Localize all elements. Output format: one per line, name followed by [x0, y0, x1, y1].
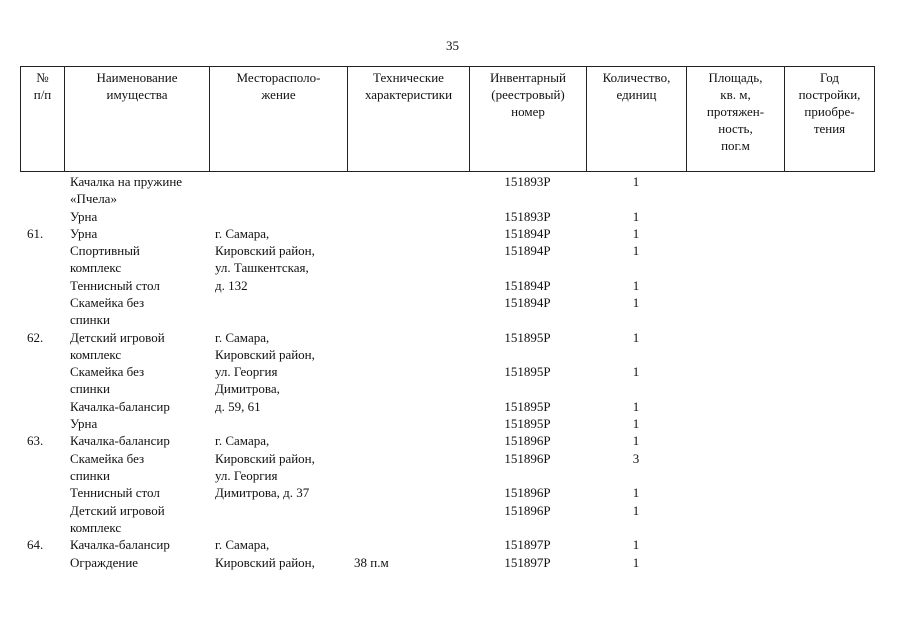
item-location: г. Самара, Кировский район,: [215, 329, 315, 362]
item-name: Теннисный стол: [70, 277, 160, 293]
item-location: Кировский район, ул. Георгия: [215, 450, 315, 483]
item-inventory-number: 151894Р: [504, 295, 551, 311]
table-row: [0, 294, 905, 329]
table-row: [0, 173, 905, 208]
item-inventory-number: 151894Р: [504, 277, 551, 293]
table-row: [0, 329, 905, 364]
item-quantity: 1: [632, 295, 640, 311]
item-name: Качалка на пружине «Пчела»: [70, 174, 183, 206]
item-name: Скамейка без спинки: [70, 364, 145, 397]
item-location: Димитрова, д. 37: [215, 485, 310, 501]
item-quantity: 1: [632, 485, 640, 501]
item-inventory-number: 151893Р: [504, 208, 551, 224]
item-name: Ограждение: [70, 554, 139, 570]
item-location: д. 132: [215, 277, 248, 293]
item-quantity: 1: [632, 416, 640, 432]
item-location: Кировский район, ул. Ташкентская,: [215, 243, 315, 276]
item-name: Качалка-балансир: [70, 537, 170, 553]
item-inventory-number: 151895Р: [504, 329, 551, 345]
item-inventory-number: 151893Р: [504, 174, 551, 189]
item-quantity: 3: [632, 450, 640, 466]
header-location: Месторасполо- жение: [210, 67, 348, 172]
item-name: Качалка-балансир: [70, 398, 170, 414]
table-row: [0, 398, 905, 415]
table-row: [0, 363, 905, 398]
table-row: [0, 242, 905, 277]
item-quantity: 1: [632, 364, 640, 380]
item-location: д. 59, 61: [215, 398, 261, 414]
row-number: 61.: [27, 225, 44, 241]
item-inventory-number: 151896Р: [504, 485, 551, 501]
item-quantity: 1: [632, 243, 640, 259]
item-name: Урна: [70, 225, 98, 241]
item-name: Детский игровой комплекс: [70, 502, 165, 535]
item-tech-specs: 38 п.м: [354, 554, 389, 570]
item-quantity: 1: [632, 174, 640, 189]
item-location: Кировский район,: [215, 554, 315, 570]
table-row: [0, 432, 905, 449]
header-name: Наименование имущества: [65, 67, 210, 172]
table-row: [0, 502, 905, 537]
table-row: [0, 536, 905, 553]
item-quantity: 1: [632, 225, 640, 241]
item-name: Урна: [70, 208, 98, 224]
item-name: Качалка-балансир: [70, 433, 170, 449]
item-inventory-number: 151895Р: [504, 398, 551, 414]
header-number: № п/п: [21, 67, 65, 172]
row-number: 64.: [27, 537, 44, 553]
item-inventory-number: 151895Р: [504, 416, 551, 432]
item-location: г. Самара,: [215, 433, 270, 449]
item-quantity: 1: [632, 433, 640, 449]
item-quantity: 1: [632, 277, 640, 293]
item-name: Спортивный комплекс: [70, 243, 140, 276]
item-quantity: 1: [632, 537, 640, 553]
item-inventory-number: 151896Р: [504, 450, 551, 466]
item-inventory-number: 151897Р: [504, 554, 551, 570]
item-inventory-number: 151896Р: [504, 433, 551, 449]
item-quantity: 1: [632, 398, 640, 414]
page-number: 35: [446, 38, 459, 53]
item-quantity: 1: [632, 329, 640, 345]
table-row: [0, 277, 905, 294]
item-location: г. Самара,: [215, 537, 270, 553]
item-name: Теннисный стол: [70, 485, 160, 501]
table-row: [0, 415, 905, 432]
item-name: Урна: [70, 416, 98, 432]
item-inventory-number: 151894Р: [504, 225, 551, 241]
table-row: [0, 450, 905, 485]
table-body: [0, 173, 905, 571]
row-number: 62.: [27, 329, 44, 345]
table-row: [0, 208, 905, 225]
item-inventory-number: 151895Р: [504, 364, 551, 380]
header-quantity: Количество, единиц: [587, 67, 687, 172]
item-quantity: 1: [632, 208, 640, 224]
item-inventory-number: 151897Р: [504, 537, 551, 553]
header-inventory-number: Инвентарный (реестровый) номер: [470, 67, 587, 172]
item-location: ул. Георгия Димитрова,: [215, 364, 280, 397]
header-tech-specs: Технические характеристики: [348, 67, 470, 172]
item-inventory-number: 151896Р: [504, 502, 551, 518]
item-quantity: 1: [632, 554, 640, 570]
item-location: г. Самара,: [215, 225, 270, 241]
item-name: Детский игровой комплекс: [70, 329, 165, 362]
table-row: [0, 225, 905, 242]
item-inventory-number: 151894Р: [504, 243, 551, 259]
header-year: Год постройки, приобре- тения: [785, 67, 875, 172]
item-name: Скамейка без спинки: [70, 295, 145, 328]
row-number: 63.: [27, 433, 44, 449]
table-row: [0, 484, 905, 501]
item-name: Скамейка без спинки: [70, 450, 145, 483]
header-area: Площадь, кв. м, протяжен- ность, пог.м: [687, 67, 785, 172]
item-quantity: 1: [632, 502, 640, 518]
table-row: [0, 554, 905, 571]
table-header: [20, 66, 875, 172]
